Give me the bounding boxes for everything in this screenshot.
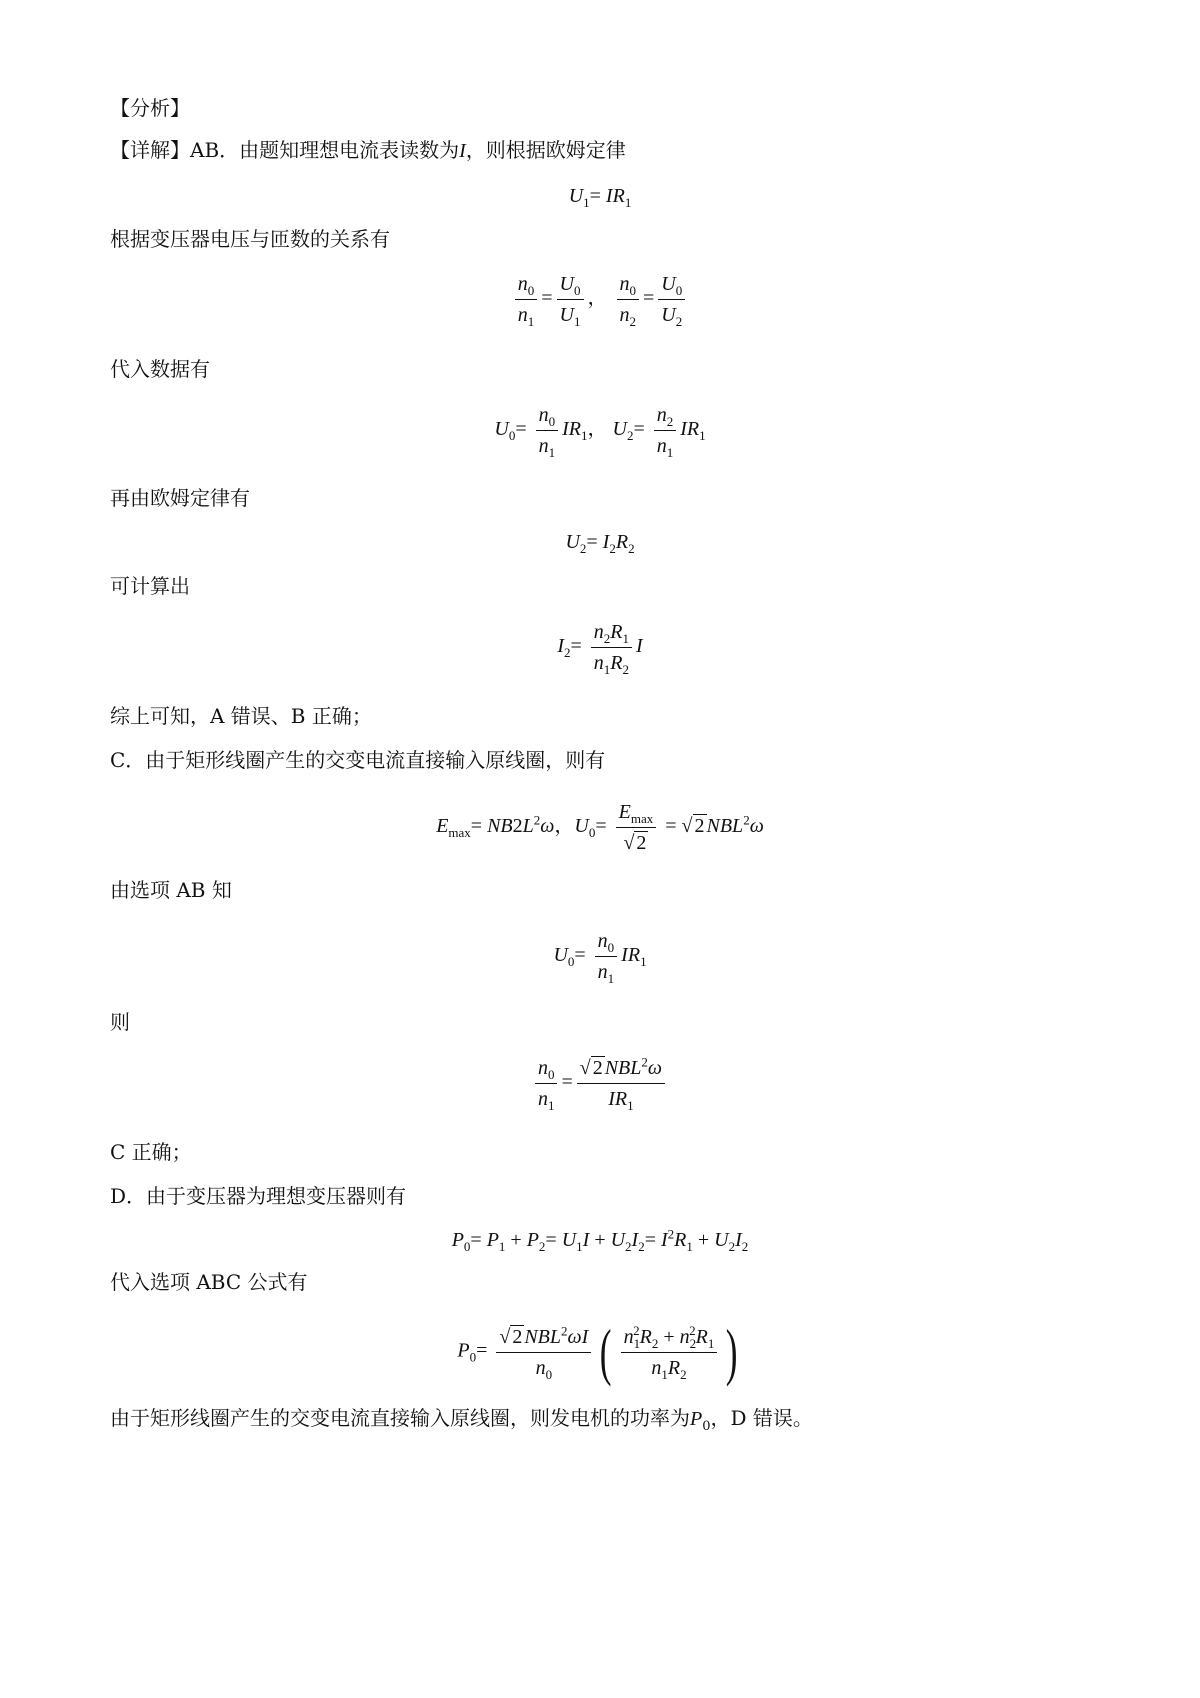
equation-6: $E_{max}= NB2L^2\omega$，$U_0=$ $\frac{E_{max}}{√ 2}$ = √ 2 NBL$^2$ω	[436, 801, 764, 854]
line-then: 则	[110, 1010, 130, 1034]
line-final	[110, 1404, 813, 1433]
equation-7: $U_0=$ $\frac{n_0}{n_1}$ $IR_1$	[553, 930, 647, 986]
detail-prefix: 【详解】AB．由题知理想电流表读数为	[110, 138, 460, 162]
equation-2: $\frac{n_0}{n_1}$ = $\frac{U_0}{U_1}$ ， $\frac{n_0}{n_2}$ = $\frac{U_0}{U_2}$	[0, 272, 1200, 327]
line-transformer-relation: 根据变压器电压与匝数的关系有	[110, 227, 390, 251]
detail-suffix: ，则根据欧姆定律	[465, 138, 626, 162]
equation-10: $P_0=$ $\frac{√ 2 NBL^2\omega I}{n_0}$ ( $\frac{n_1^2R_2 + n_2^2R_1}{n_1R_2}$ )	[457, 1316, 738, 1387]
final-var: P	[690, 1408, 703, 1430]
line-d-intro: D．由于变压器为理想变压器则有	[110, 1184, 407, 1208]
detail-intro	[110, 136, 626, 165]
final-suffix: ，D 错误。	[710, 1406, 813, 1430]
heading-analysis: 【分析】	[110, 96, 190, 120]
line-c-intro: C．由于矩形线圈产生的交变电流直接输入原线圈，则有	[110, 748, 606, 772]
line-substitute: 代入数据有	[110, 357, 210, 381]
line-c-correct: C 正确；	[110, 1140, 192, 1164]
equation-8: $\frac{n_0}{n_1}$ = $\frac{√ 2 NBL^2\omega}{IR_1}$	[0, 1056, 1200, 1111]
equation-4: $U_2= I_2R_2$	[565, 531, 635, 556]
detail-var-i: I	[459, 140, 466, 162]
equation-1: $U_1= IR_1$	[568, 185, 632, 210]
equation-5: $I_2=$ $\frac{n_2R_1}{n_1R_2}$ I	[557, 621, 643, 677]
line-sub-abc: 代入选项 ABC 公式有	[110, 1270, 308, 1294]
line-ohm-again: 再由欧姆定律有	[110, 486, 250, 510]
line-compute: 可计算出	[110, 574, 190, 598]
final-prefix: 由于矩形线圈产生的交变电流直接输入原线圈，则发电机的功率为	[110, 1406, 690, 1430]
equation-3: $U_0=$ $\frac{n_0}{n_1}$ $IR_1$， $U_2=$ $\frac{n_2}{n_1}$ $IR_1$	[494, 404, 706, 460]
equation-9: $P_0= P_1 + P_2= U_1I + U_2I_2= I^2R_1 + U_2I_2$	[451, 1226, 749, 1254]
final-var-sub: 0	[702, 1419, 711, 1434]
line-from-ab: 由选项 AB 知	[110, 878, 232, 902]
line-conclusion-ab: 综上可知，A 错误、B 正确；	[110, 704, 372, 728]
